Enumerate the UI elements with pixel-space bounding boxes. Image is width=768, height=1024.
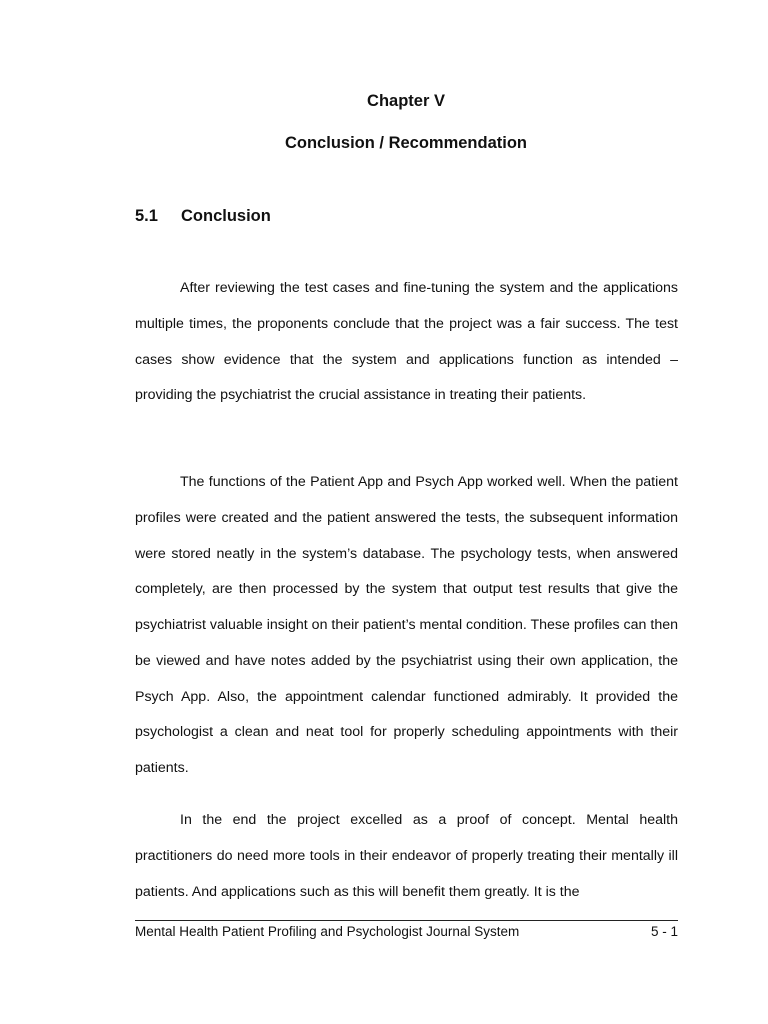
- paragraph-3: In the end the project excelled as a proof of concept. Mental health practitioners do need more tools in their endeavor of properly treating their mentally ill patients. And applications such as this will benefit them greatly. It is the: [135, 812, 678, 900]
- paragraph-2: The functions of the Patient App and Psych App worked well. When the patient profiles were created and the patient answered the tests, the subsequent information were stored neatly in the system’s database. The psychology tests, when answered completely, are then processed by the system that output test results that give the psychiatrist valuable insight on their patient’s mental condition. These profiles can then be viewed and have notes added by the psychiatrist using their own application, the Psych App. Also, the appointment calendar functioned admirably. It provided the psychologist a clean and neat tool for properly scheduling appointments with their patients.: [135, 474, 678, 776]
- section-heading: [135, 207, 271, 226]
- footer-title: Mental Health Patient Profiling and Psychologist Journal System: [135, 924, 520, 939]
- paragraph-1: After reviewing the test cases and fine-tuning the system and the applications multiple times, the proponents conclude that the project was a fair success. The test cases show evidence that the system and applications function as intended – providing the psychiatrist the crucial assistance in treating their patients.: [135, 280, 678, 404]
- chapter-subtitle: Conclusion / Recommendation: [284, 134, 528, 152]
- section-title: Conclusion: [181, 207, 271, 225]
- section-number: 5.1: [135, 207, 158, 225]
- footer-divider: [135, 920, 678, 921]
- chapter-title: Chapter V: [367, 92, 445, 110]
- page-number: 5 - 1: [650, 924, 678, 939]
